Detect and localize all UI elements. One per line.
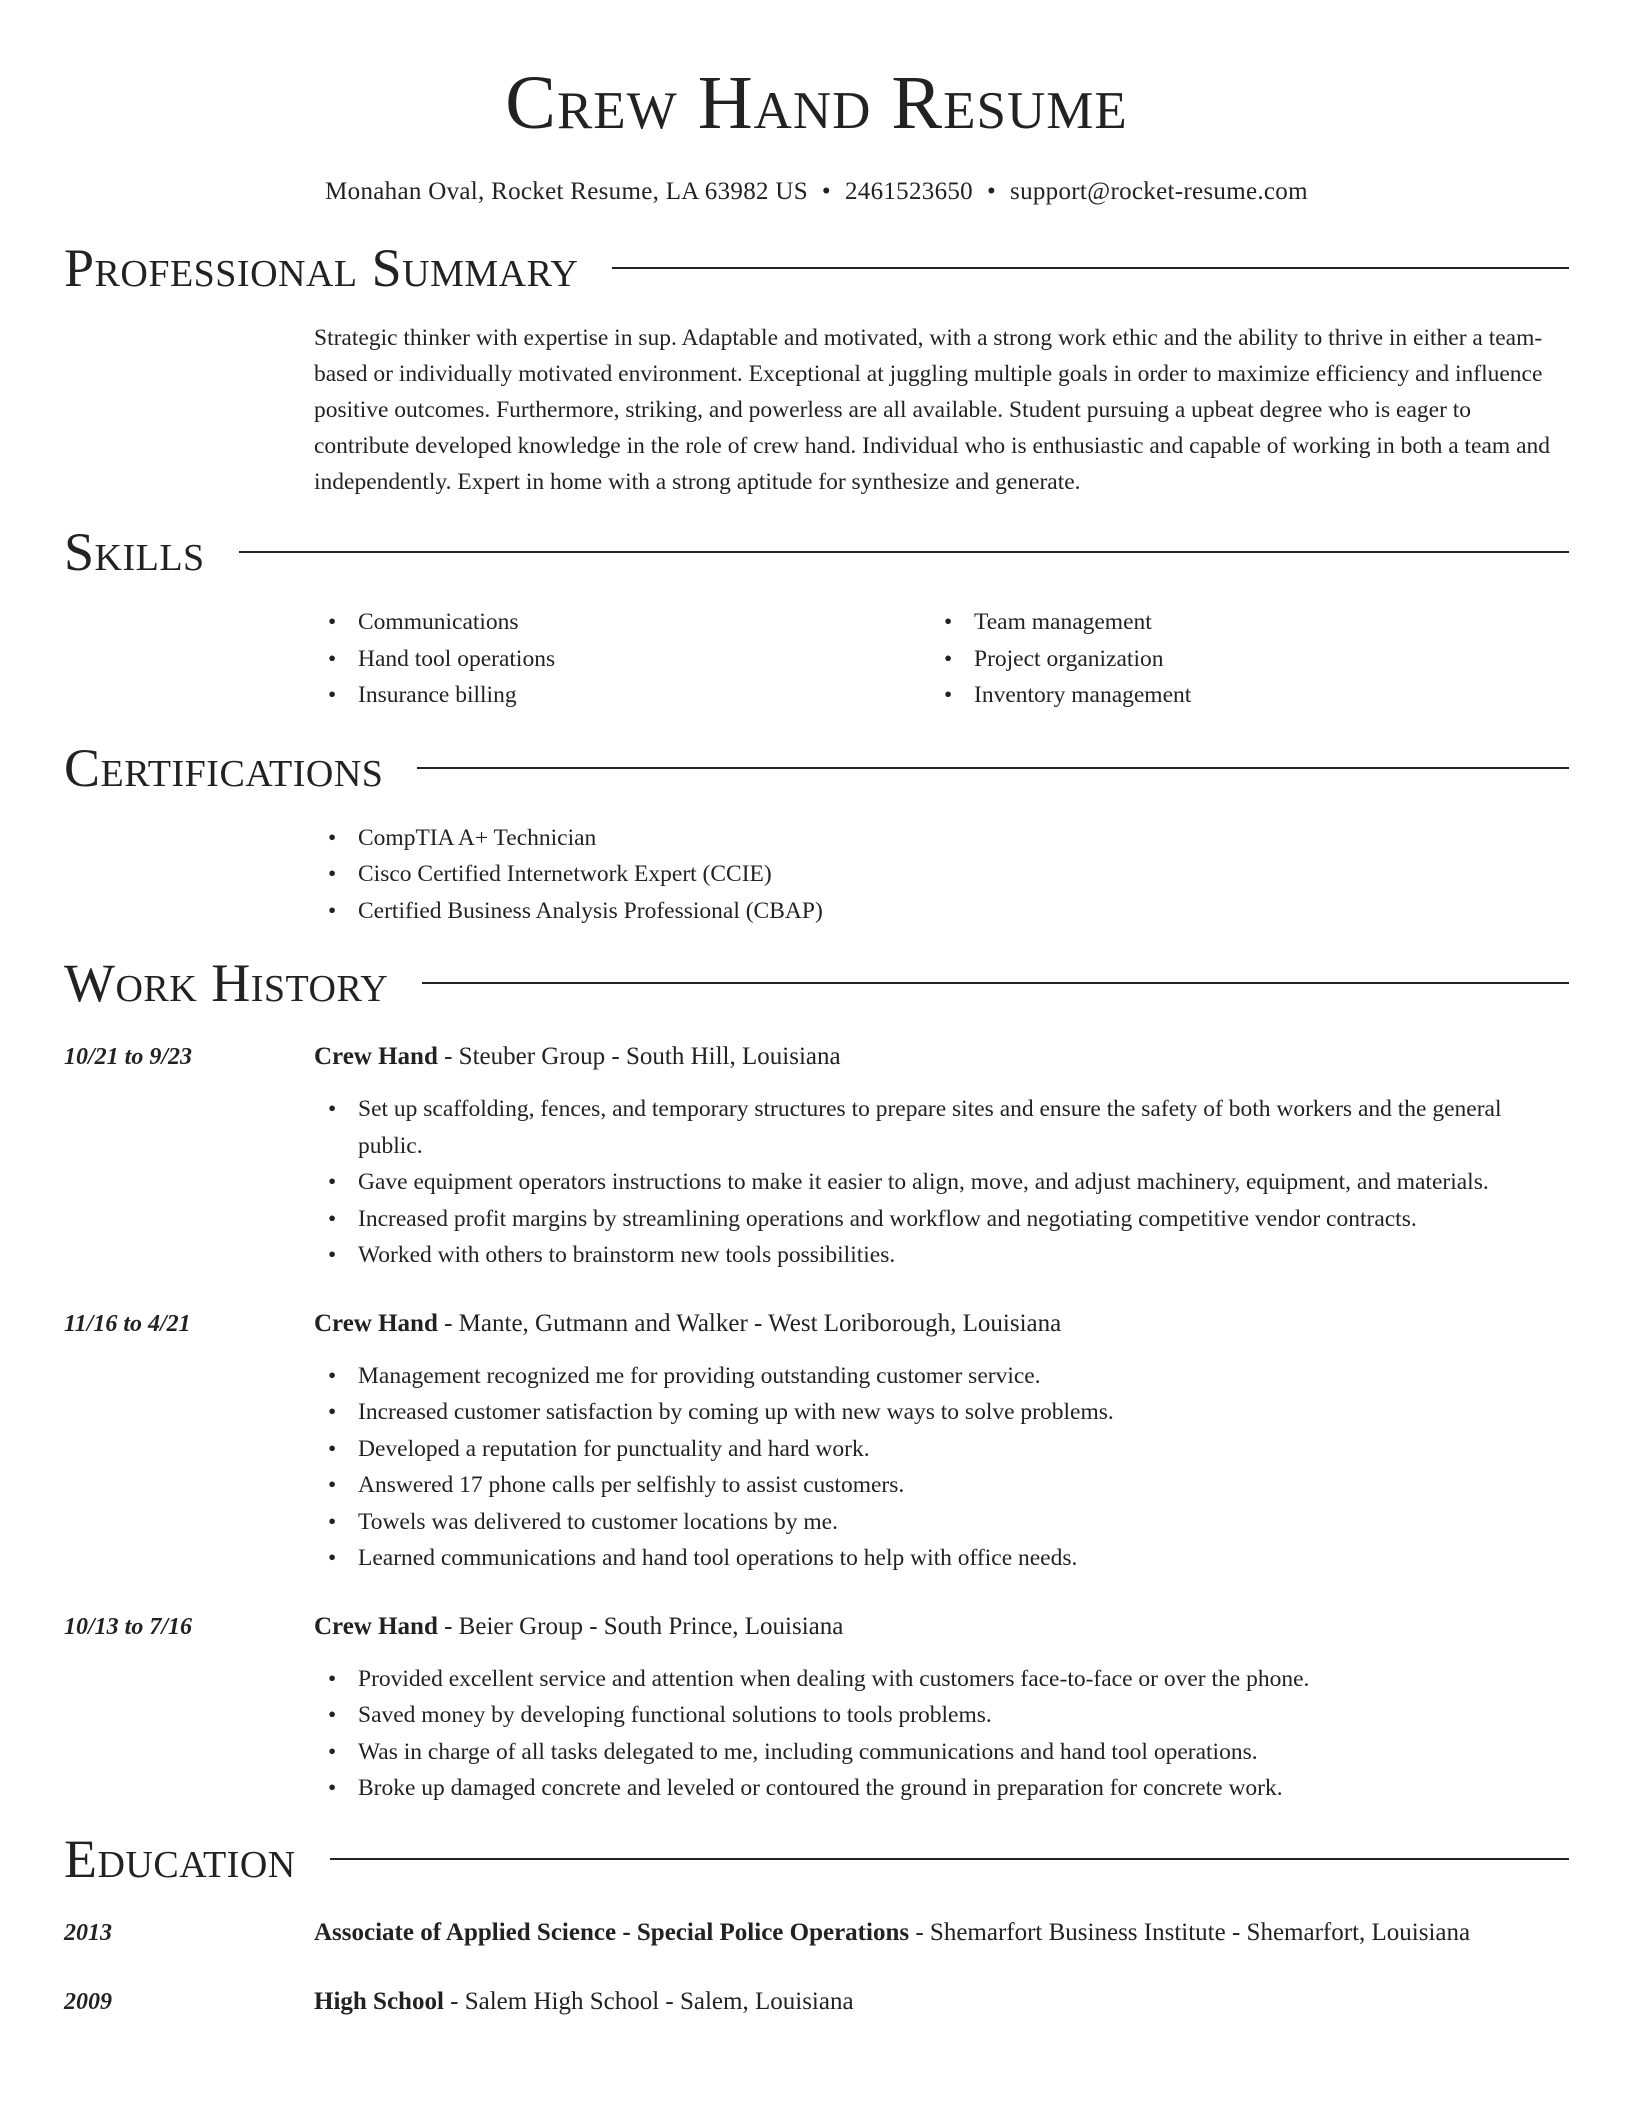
section-divider [239,551,1569,553]
job-bullet: • Towels was delivered to customer locations by me. [314,1504,1569,1541]
job-bullet: • Saved money by developing functional solutions to tools problems. [314,1697,1569,1734]
job-bullet: • Gave equipment operators instructions to make it easier to align, move, and adjust machinery, equipment, and materials. [314,1164,1569,1201]
summary-text: Strategic thinker with expertise in sup. Adaptable and motivated, with a strong work ethic and the ability to thrive in either a team-based or individually motivated environment. Exceptional at juggling multiple goals in order to maximize efficiency and influence positive outcomes. Furthermore, striking, and powerless are all available. Student pursuing a upbeat degree who is eager to contribute developed knowledge in the role of crew hand. Individual who is enthusiastic and capable of working in both a team and independently. Expert in home with a strong aptitude for synthesize and generate. [314,325,1550,495]
job-bullet: • Worked with others to brainstorm new tools possibilities. [314,1237,1569,1274]
education-detail [314,1984,854,2020]
contact-separator: • [821,178,831,205]
skill-item: • Team management [930,604,1546,641]
job-dates: 10/13 to 7/16 [64,1613,193,1640]
resume-title: Crew Hand Resume [505,61,1128,145]
skills-column-right [930,604,1546,714]
skills-heading: Skills [64,522,205,582]
contact-address: Monahan Oval, Rocket Resume, LA 63982 US [325,178,808,205]
education-entry [64,1984,1569,2020]
job-header [314,1306,1569,1342]
education-section-header [64,1829,1569,1889]
section-divider [330,1858,1569,1860]
certifications-section-header [64,738,1569,798]
section-divider [417,767,1569,769]
summary-section-header [64,238,1569,298]
job-bullet: • Learned communications and hand tool operations to help with office needs. [314,1540,1569,1577]
job-entry [64,1306,1569,1577]
job-body [314,1039,1569,1274]
section-divider [612,267,1569,269]
certifications-list [314,820,1569,930]
contact-email[interactable]: support@rocket-resume.com [1010,178,1308,205]
work-heading: Work History [64,953,389,1013]
job-header [314,1039,1569,1075]
contact-separator: • [986,178,997,205]
education-year: 2009 [64,1988,112,2015]
skill-item: • Project organization [930,641,1546,678]
job-bullet: • Increased customer satisfaction by coming up with new ways to solve problems. [314,1394,1569,1431]
job-dates: 10/21 to 9/23 [64,1044,193,1070]
education-school: - Salem High School - Salem, Louisiana [443,1987,854,2015]
job-title: Crew Hand [314,1612,438,1640]
education-detail [314,1915,1470,1951]
job-bullet: • Management recognized me for providing outstanding customer service. [314,1358,1569,1395]
contact-line [64,176,1569,208]
skill-item: • Hand tool operations [314,641,930,678]
job-bullet: • Answered 17 phone calls per selfishly to assist customers. [314,1467,1569,1504]
job-title: Crew Hand [314,1309,438,1337]
education-school: - Shemarfort Business Institute - Shemarfort, Louisiana [909,1918,1471,1946]
certifications-heading: Certifications [64,737,384,798]
skill-item: • Inventory management [930,677,1546,714]
job-bullet: • Developed a reputation for punctuality and hard work. [314,1431,1569,1468]
job-entry [64,1039,1569,1274]
job-bullet: • Provided excellent service and attention when dealing with customers face-to-face or over the phone. [314,1661,1569,1698]
education-heading: Education [64,1828,296,1889]
job-bullets [314,1358,1569,1577]
job-bullet: • Was in charge of all tasks delegated to me, including communications and hand tool operations. [314,1734,1569,1771]
summary-heading: Professional Summary [64,238,579,298]
job-body [314,1609,1569,1807]
certification-item: • CompTIA A+ Technician [314,820,1569,857]
job-dates: 11/16 to 4/21 [64,1310,191,1337]
skills-column-left [314,604,930,714]
section-divider [422,982,1569,984]
education-entry [64,1915,1569,1951]
job-details: - Mante, Gutmann and Walker - West Loriborough, Louisiana [437,1309,1062,1337]
job-bullet: • Increased profit margins by streamlining operations and workflow and negotiating competitive vendor contracts. [314,1201,1569,1238]
job-entry [64,1609,1569,1807]
certification-item: • Certified Business Analysis Professional (CBAP) [314,893,1569,930]
job-details: - Beier Group - South Prince, Louisiana [437,1612,844,1640]
skills-section-header [64,522,1569,582]
certification-item: • Cisco Certified Internetwork Expert (CCIE) [314,856,1569,893]
skill-item: • Communications [314,604,930,641]
job-body [314,1306,1569,1577]
work-section-header [64,953,1569,1013]
skill-item: • Insurance billing [314,677,930,714]
education-degree: Associate of Applied Science - Special Police Operations [314,1918,910,1946]
job-header [314,1609,1569,1645]
contact-phone: 2461523650 [844,178,973,205]
job-bullets [314,1661,1569,1807]
skills-list [314,604,1569,714]
job-bullet: • Set up scaffolding, fences, and temporary structures to prepare sites and ensure the safety of both workers and the general public. [314,1091,1569,1164]
job-title: Crew Hand [314,1043,438,1070]
education-year: 2013 [64,1919,112,1946]
job-details: - Steuber Group - South Hill, Louisiana [437,1043,841,1070]
education-degree: High School [314,1987,444,2015]
job-bullets [314,1091,1569,1274]
job-bullet: • Broke up damaged concrete and leveled or contoured the ground in preparation for concrete work. [314,1770,1569,1807]
